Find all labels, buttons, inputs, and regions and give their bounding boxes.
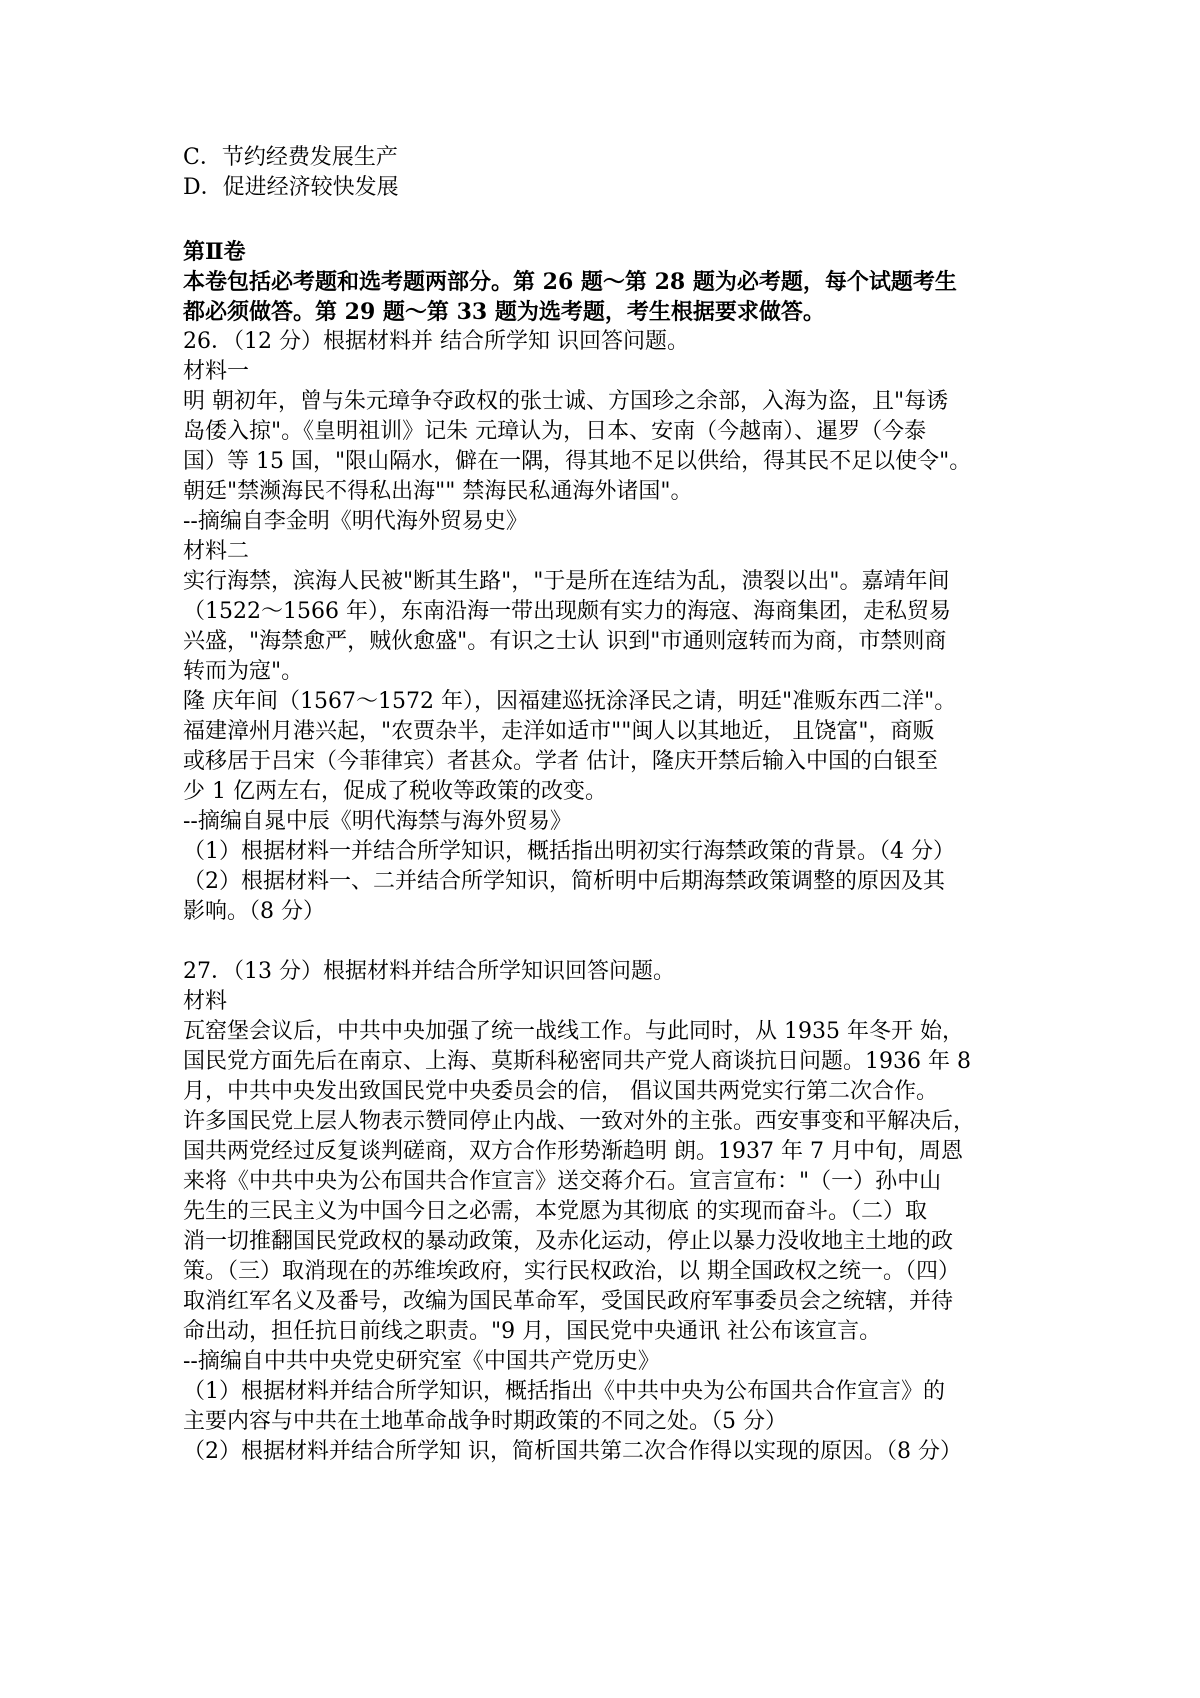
spacer [183, 203, 1033, 237]
q26-material-1-label: 材料一 [183, 359, 250, 384]
q27-material-label: 材料 [183, 989, 228, 1014]
q26-material-2-line: （1522～1566 年），东南沿海一带出现颇有实力的海寇、海商集团，走私贸易 [183, 599, 951, 624]
q26-material-2-line: 兴盛，"海禁愈严，贼伙愈盛"。有识之士认 识到"市通则寇转而为商，市禁则商 [183, 629, 947, 654]
option-c: C．节约经费发展生产 [183, 145, 398, 170]
option-d: D．促进经济较快发展 [183, 175, 399, 200]
q26-sub-question: （1）根据材料一并结合所学知识，概括指出明初实行海禁政策的背景。（4 分） [183, 839, 955, 864]
q26-material-2-line: 少 1 亿两左右，促成了税收等政策的改变。 [183, 779, 607, 804]
question-27-header: 27．（13 分）根据材料并结合所学知识回答问题。 [183, 959, 675, 984]
q27-sub-question: （1）根据材料并结合所学知识，概括指出《中共中央为公布国共合作宣言》的 [183, 1379, 945, 1404]
q26-material-2-line: 福建漳州月港兴起，"农贾杂半，走洋如适市""闽人以其地近， 且饶富"，商贩 [183, 719, 935, 744]
part-2-intro-line-1: 本卷包括必考题和选考题两部分。第 26 题～第 28 题为必考题，每个试题考生 [183, 269, 957, 295]
q26-material-1-line: 朝廷"禁濒海民不得私出海"" 禁海民私通海外诸国"。 [183, 479, 693, 504]
exam-page [183, 143, 1033, 1467]
q26-material-1-source: --摘编自李金明《明代海外贸易史》 [183, 509, 528, 534]
q27-sub-question: （2）根据材料并结合所学知 识，简析国共第二次合作得以实现的原因。（8 分） [183, 1439, 962, 1464]
q26-material-1-line: 明 朝初年，曾与朱元璋争夺政权的张士诚、方国珍之余部，入海为盗，且"每诱 [183, 389, 949, 414]
q26-material-2-source: --摘编自晁中辰《明代海禁与海外贸易》 [183, 809, 572, 834]
q26-material-1-line: 国）等 15 国，"限山隔水，僻在一隅，得其地不足以供给，得其民不足以使令"。 [183, 449, 972, 474]
q27-material-line: 策。（三）取消现在的苏维埃政府，实行民权政治，以 期全国政权之统一。（四） [183, 1259, 960, 1284]
q26-material-2-label: 材料二 [183, 539, 250, 564]
q27-material-line: 瓦窑堡会议后，中共中央加强了统一战线工作。与此同时，从 1935 年冬开 始， [183, 1019, 964, 1044]
q27-material-line: 先生的三民主义为中国今日之必需，本党愿为其彻底 的实现而奋斗。（二）取 [183, 1199, 927, 1224]
q26-sub-question: 影响。（8 分） [183, 899, 325, 924]
q27-material-line: 许多国民党上层人物表示赞同停止内战、一致对外的主张。西安事变和平解决后， [183, 1109, 976, 1134]
spacer [183, 927, 1033, 957]
q27-material-line: 来将《中共中央为公布国共合作宣言》送交蒋介石。宣言宣布："（一）孙中山 [183, 1169, 942, 1194]
q27-material-line: 命出动，担任抗日前线之职责。"9 月，国民党中央通讯 社公布该宣言。 [183, 1319, 882, 1344]
q26-material-2-line: 实行海禁，滨海人民被"断其生路"，"于是所在连结为乱，溃裂以出"。嘉靖年间 [183, 569, 950, 594]
question-26-header: 26．（12 分）根据材料并 结合所学知 识回答问题。 [183, 329, 689, 354]
q26-material-2-line: 或移居于吕宋（今菲律宾）者甚众。学者 估计，隆庆开禁后输入中国的白银至 [183, 749, 938, 774]
q26-material-2-line: 隆 庆年间（1567～1572 年），因福建巡抚涂泽民之请，明廷"准贩东西二洋"。 [183, 689, 957, 714]
q26-sub-question: （2）根据材料一、二并结合所学知识，简析明中后期海禁政策调整的原因及其 [183, 869, 945, 894]
q27-material-line: 国民党方面先后在南京、上海、莫斯科秘密同共产党人商谈抗日问题。1936 年 8 [183, 1049, 971, 1074]
q27-sub-question: 主要内容与中共在土地革命战争时期政策的不同之处。（5 分） [183, 1409, 787, 1434]
q27-material-line: 月，中共中央发出致国民党中央委员会的信， 倡议国共两党实行第二次合作。 [183, 1079, 938, 1104]
q27-material-line: 国共两党经过反复谈判磋商，双方合作形势渐趋明 朗。1937 年 7 月中旬，周恩 [183, 1139, 963, 1164]
part-2-intro-line-2: 都必须做答。第 29 题～第 33 题为选考题，考生根据要求做答。 [183, 299, 825, 325]
part-2-title: 第Ⅱ卷 [183, 239, 246, 265]
q27-material-line: 取消红军名义及番号，改编为国民革命军，受国民政府军事委员会之统辖，并待 [183, 1289, 954, 1314]
q27-material-source: --摘编自中共中央党史研究室《中国共产党历史》 [183, 1349, 660, 1374]
q27-material-line: 消一切推翻国民党政权的暴动政策，及赤化运动，停止以暴力没收地主土地的政 [183, 1229, 954, 1254]
q26-material-1-line: 岛倭入掠"。《皇明祖训》记朱 元璋认为，日本、安南（今越南）、暹罗（今泰 [183, 419, 927, 444]
q26-material-2-line: 转而为寇"。 [183, 659, 304, 684]
